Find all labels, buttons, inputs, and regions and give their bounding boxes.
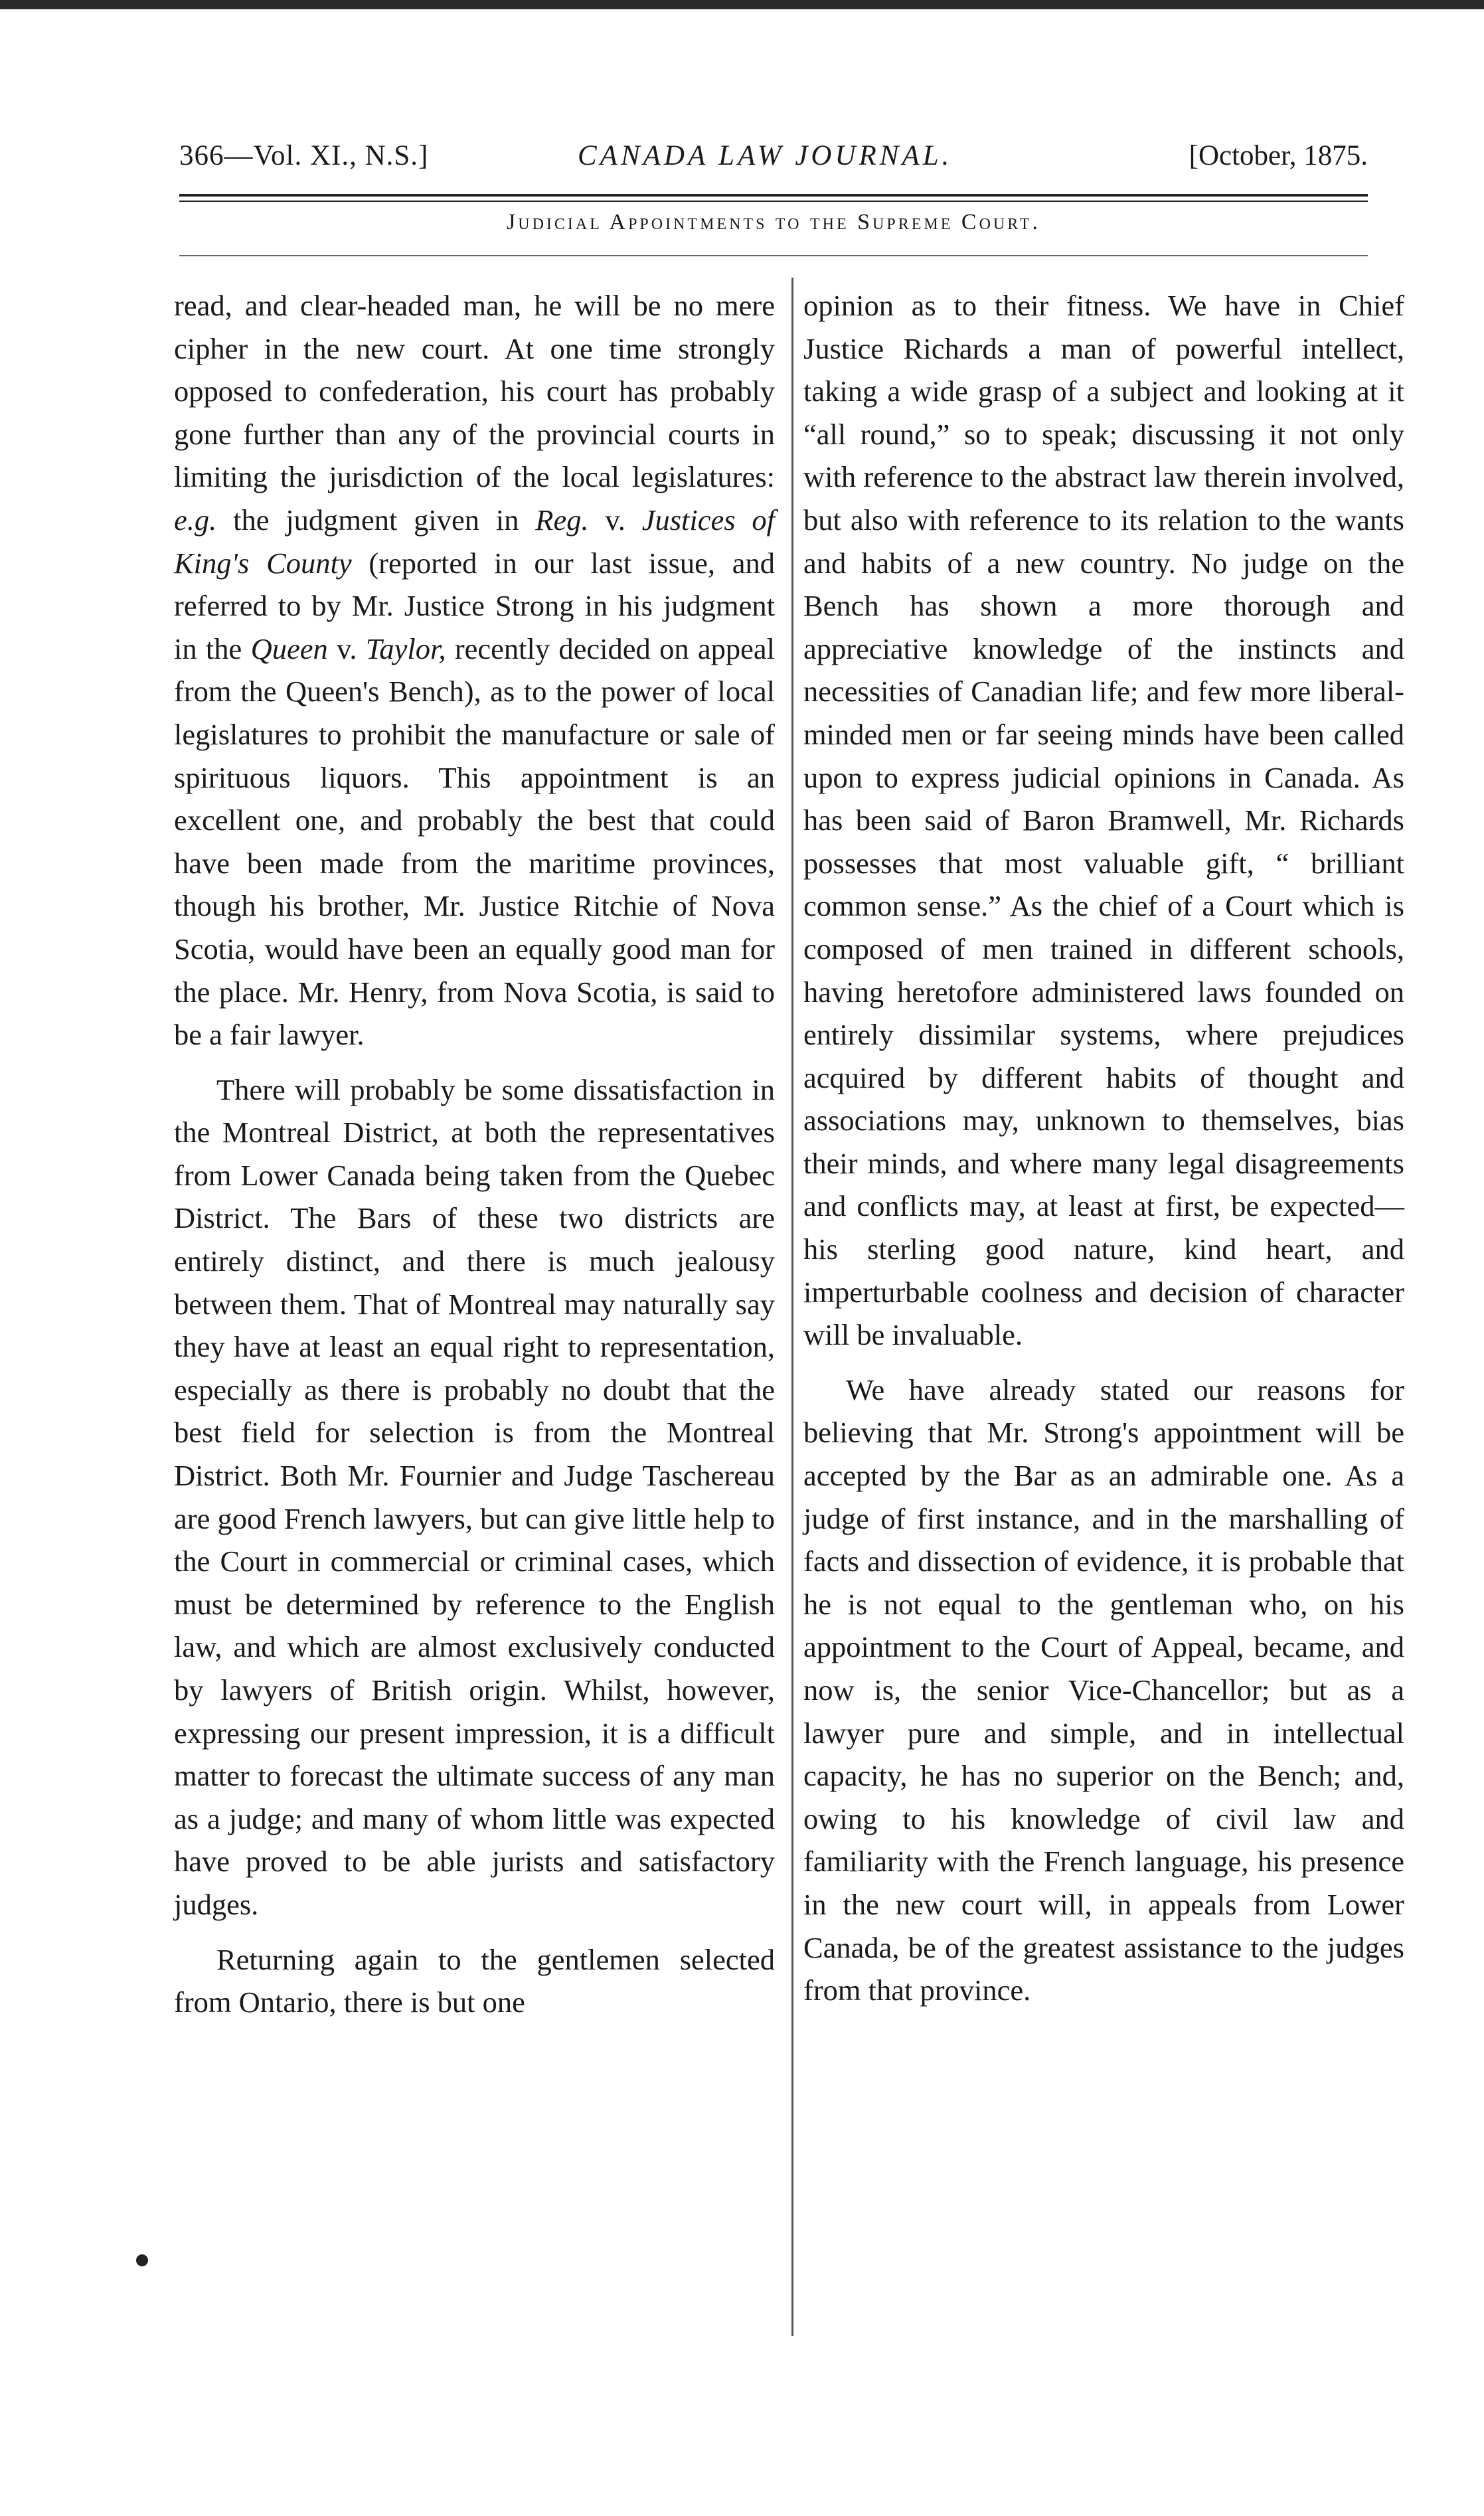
page-volume-label: 366—Vol. XI., N.S.] [179,140,429,171]
left-paragraph-3: Returning again to the gentlemen selected from Ontario, there is but one [174,1942,775,2019]
journal-title: CANADA LAW JOURNAL. [578,140,953,171]
header-rule-thin [179,201,1368,202]
margin-mark [136,2254,148,2266]
header-rule-thick [179,194,1368,197]
left-column [174,284,775,2024]
right-column [803,284,1404,2012]
right-paragraph-1: opinion as to their fitness. We have in Chief Justice Richards a man of powerful intellect, taking a wide grasp of a subject and looking at it “all round,” so to speak; discussing it not only with reference to the abstract law therein involved, but also with reference to its relation to the wants and habits of a new country. No judge on the Bench has shown a more thorough and appreciative knowledge of the instincts and necessities of Canadian life; and few more liberal-minded men or far seeing minds have been called upon to express judicial opinions in Canada. As has been said of Baron Bramwell, Mr. Richards possesses that most valuable gift, “ brilliant common sense.” As the chief of a Court which is composed of men trained in different schools, having heretofore administered laws founded on entirely dissimilar systems, where prejudices acquired by different habits of thought and associations may, unknown to themselves, bias their minds, and where many legal disagreements and conflicts may, at least at first, be expected—his sterling good nature, kind heart, and imperturbable coolness and decision of character will be invaluable. [803,289,1404,1352]
top-border-rule [0,0,1484,9]
subhead-rule [179,255,1368,256]
running-head [179,133,1368,186]
column-divider [791,278,793,2336]
issue-date: [October, 1875. [1189,140,1368,171]
left-paragraph-1: read, and clear-headed man, he will be no mere cipher in the new court. At one time strongly opposed to confederation, his court has probably gone further than any of the provincial courts in limiting the jurisdiction of the local legislatures: e.g. the judgment given in Reg. v. Justices of King's County (reported in our last issue, and referred to by Mr. Justice Strong in his judgment in the Queen v. Taylor, recently decided on appeal from the Queen's Bench), as to the power of local legislatures to prohibit the manufacture or sale of spirituous liquors. This appointment is an excellent one, and probably the best that could have been made from the maritime provinces, though his brother, Mr. Justice Ritchie of Nova Scotia, would have been an equally good man for the place. Mr. Henry, from Nova Scotia, is said to be a fair lawyer. [174,289,775,1052]
left-paragraph-2: There will probably be some dissatisfaction in the Montreal District, at both the representatives from Lower Canada being taken from the Quebec District. The Bars of these two districts are entirely distinct, and there is much jealousy between them. That of Montreal may naturally say they have at least an equal right to representation, especially as there is probably no doubt that the best field for selection is from the Montreal District. Both Mr. Fournier and Judge Taschereau are good French lawyers, but can give little help to the Court in commercial or criminal cases, which must be determined by reference to the English law, and which are almost exclusively conducted by lawyers of British origin. Whilst, however, expressing our present impression, it is a difficult matter to forecast the ultimate success of any man as a judge; and many of whom little was expected have proved to be able jurists and satisfactory judges. [174,1072,775,1921]
section-subhead: Judicial Appointments to the Supreme Court. [507,210,1040,234]
right-paragraph-2: We have already stated our reasons for believing that Mr. Strong's appointment will be accepted by the Bar as an admirable one. As a judge of first instance, and in the marshalling of facts and dissection of evidence, it is probable that he is not equal to the gentleman who, on his appointment to the Court of Appeal, became, and now is, the senior Vice-Chancellor; but as a lawyer pure and simple, and in intellectual capacity, he has no superior on the Bench; and, owing to his knowledge of civil law and familiarity with the French language, his presence in the new court will, in appeals from Lower Canada, be of the greatest assistance to the judges from that province. [803,1373,1404,2007]
